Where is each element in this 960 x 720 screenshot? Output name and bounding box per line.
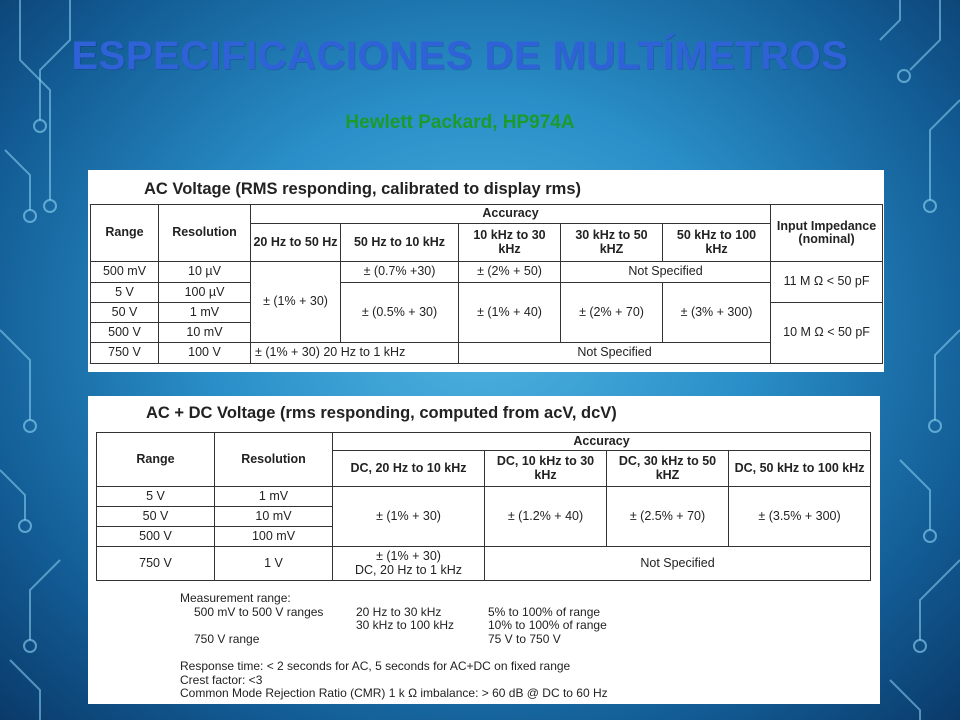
slide-title: ESPECIFICACIONES DE MULTÍMETROS: [71, 34, 849, 78]
measurement-range-label: Measurement range:: [180, 591, 291, 605]
accuracy-cell: ± (0.5% + 30): [341, 283, 459, 343]
accuracy-cell: ± (2.5% + 70): [607, 487, 729, 547]
resolution-cell: 100 µV: [159, 283, 251, 303]
resolution-cell: 10 mV: [215, 507, 333, 527]
note-cell: 750 V range: [194, 631, 260, 646]
accuracy-cell: ± (1% + 30): [333, 487, 485, 547]
resolution-cell: 10 mV: [159, 323, 251, 343]
ac-voltage-table: [90, 204, 883, 364]
header-accuracy: Accuracy: [251, 205, 771, 224]
resolution-cell: 1 mV: [159, 303, 251, 323]
measurement-range-row: [180, 619, 688, 633]
note-cell: [180, 619, 356, 633]
header-freq: 30 kHz to 50 kHZ: [561, 224, 663, 262]
accuracy-line: ± (1% + 30): [376, 549, 441, 564]
header-freq: 20 Hz to 50 Hz: [251, 224, 341, 262]
resolution-cell: 100 mV: [215, 527, 333, 547]
header-range: Range: [91, 205, 159, 262]
accuracy-cell: ± (0.7% +30): [341, 262, 459, 283]
resolution-cell: 1 V: [215, 547, 333, 581]
accuracy-cell: ± (1% + 30): [251, 262, 341, 343]
accuracy-cell: ± (3% + 300): [663, 283, 771, 343]
acdc-voltage-caption: AC + DC Voltage (rms responding, computed from acV, dcV): [146, 404, 617, 422]
accuracy-cell: Not Specified: [561, 262, 771, 283]
accuracy-cell: ± (1% + 40): [459, 283, 561, 343]
accuracy-cell: ± (1.2% + 40): [485, 487, 607, 547]
range-cell: 50 V: [97, 507, 215, 527]
range-cell: 5 V: [97, 487, 215, 507]
acdc-voltage-panel: [88, 396, 880, 704]
crest-factor-note: Crest factor: <3: [180, 672, 263, 687]
note-cell: 500 mV to 500 V ranges: [194, 604, 324, 619]
header-range: Range: [97, 433, 215, 487]
accuracy-cell: Not Specified: [485, 547, 871, 581]
note-cell: [356, 633, 488, 647]
accuracy-cell: Not Specified: [459, 343, 771, 364]
header-freq: 50 kHz to 100 kHz: [663, 224, 771, 262]
resolution-cell: 10 µV: [159, 262, 251, 283]
resolution-cell: 100 V: [159, 343, 251, 364]
impedance-cell: 11 M Ω < 50 pF: [771, 262, 883, 303]
header-resolution: Resolution: [215, 433, 333, 487]
header-freq: DC, 20 Hz to 10 kHz: [333, 451, 485, 487]
note-cell: 10% to 100% of range: [488, 618, 607, 632]
note-cell: 75 V to 750 V: [488, 631, 561, 646]
note-cell: 20 Hz to 30 kHz: [356, 604, 442, 619]
accuracy-cell: ± (2% + 50): [459, 262, 561, 283]
header-freq: DC, 50 kHz to 100 kHz: [729, 451, 871, 487]
header-resolution: Resolution: [159, 205, 251, 262]
range-cell: 750 V: [97, 547, 215, 581]
note-cell: 5% to 100% of range: [488, 604, 601, 619]
slide-subtitle: Hewlett Packard, HP974A: [345, 112, 575, 133]
resolution-cell: 1 mV: [215, 487, 333, 507]
range-cell: 500 V: [91, 323, 159, 343]
accuracy-line: DC, 20 Hz to 1 kHz: [355, 562, 462, 577]
ac-voltage-caption: AC Voltage (RMS responding, calibrated to display rms): [144, 180, 582, 198]
notes-block: [180, 592, 688, 701]
header-freq: DC, 10 kHz to 30 kHz: [485, 451, 607, 487]
impedance-cell: 10 M Ω < 50 pF: [771, 303, 883, 364]
header-freq: 50 Hz to 10 kHz: [341, 224, 459, 262]
accuracy-cell: ± (3.5% + 300): [729, 487, 871, 547]
accuracy-cell: ± (2% + 70): [561, 283, 663, 343]
note-cell: 30 kHz to 100 kHz: [356, 618, 455, 632]
response-time-note: Response time: < 2 seconds for AC, 5 seconds for AC+DC on fixed range: [180, 659, 571, 673]
acdc-voltage-table: [96, 432, 871, 581]
header-accuracy: Accuracy: [333, 433, 871, 451]
range-cell: 50 V: [91, 303, 159, 323]
header-freq: 10 kHz to 30 kHz: [459, 224, 561, 262]
header-input-impedance: Input Impedance (nominal): [771, 205, 883, 262]
measurement-range-row: [180, 633, 688, 647]
measurement-range-row: [180, 606, 688, 620]
range-cell: 500 V: [97, 527, 215, 547]
range-cell: 5 V: [91, 283, 159, 303]
range-cell: 750 V: [91, 343, 159, 364]
accuracy-cell: [333, 547, 485, 581]
header-freq: DC, 30 kHz to 50 kHZ: [607, 451, 729, 487]
ac-voltage-panel: [88, 170, 884, 372]
accuracy-cell: ± (1% + 30) 20 Hz to 1 kHz: [251, 343, 459, 364]
range-cell: 500 mV: [91, 262, 159, 283]
cmr-note: Common Mode Rejection Ratio (CMR) 1 k Ω imbalance: > 60 dB @ DC to 60 Hz: [180, 686, 608, 700]
